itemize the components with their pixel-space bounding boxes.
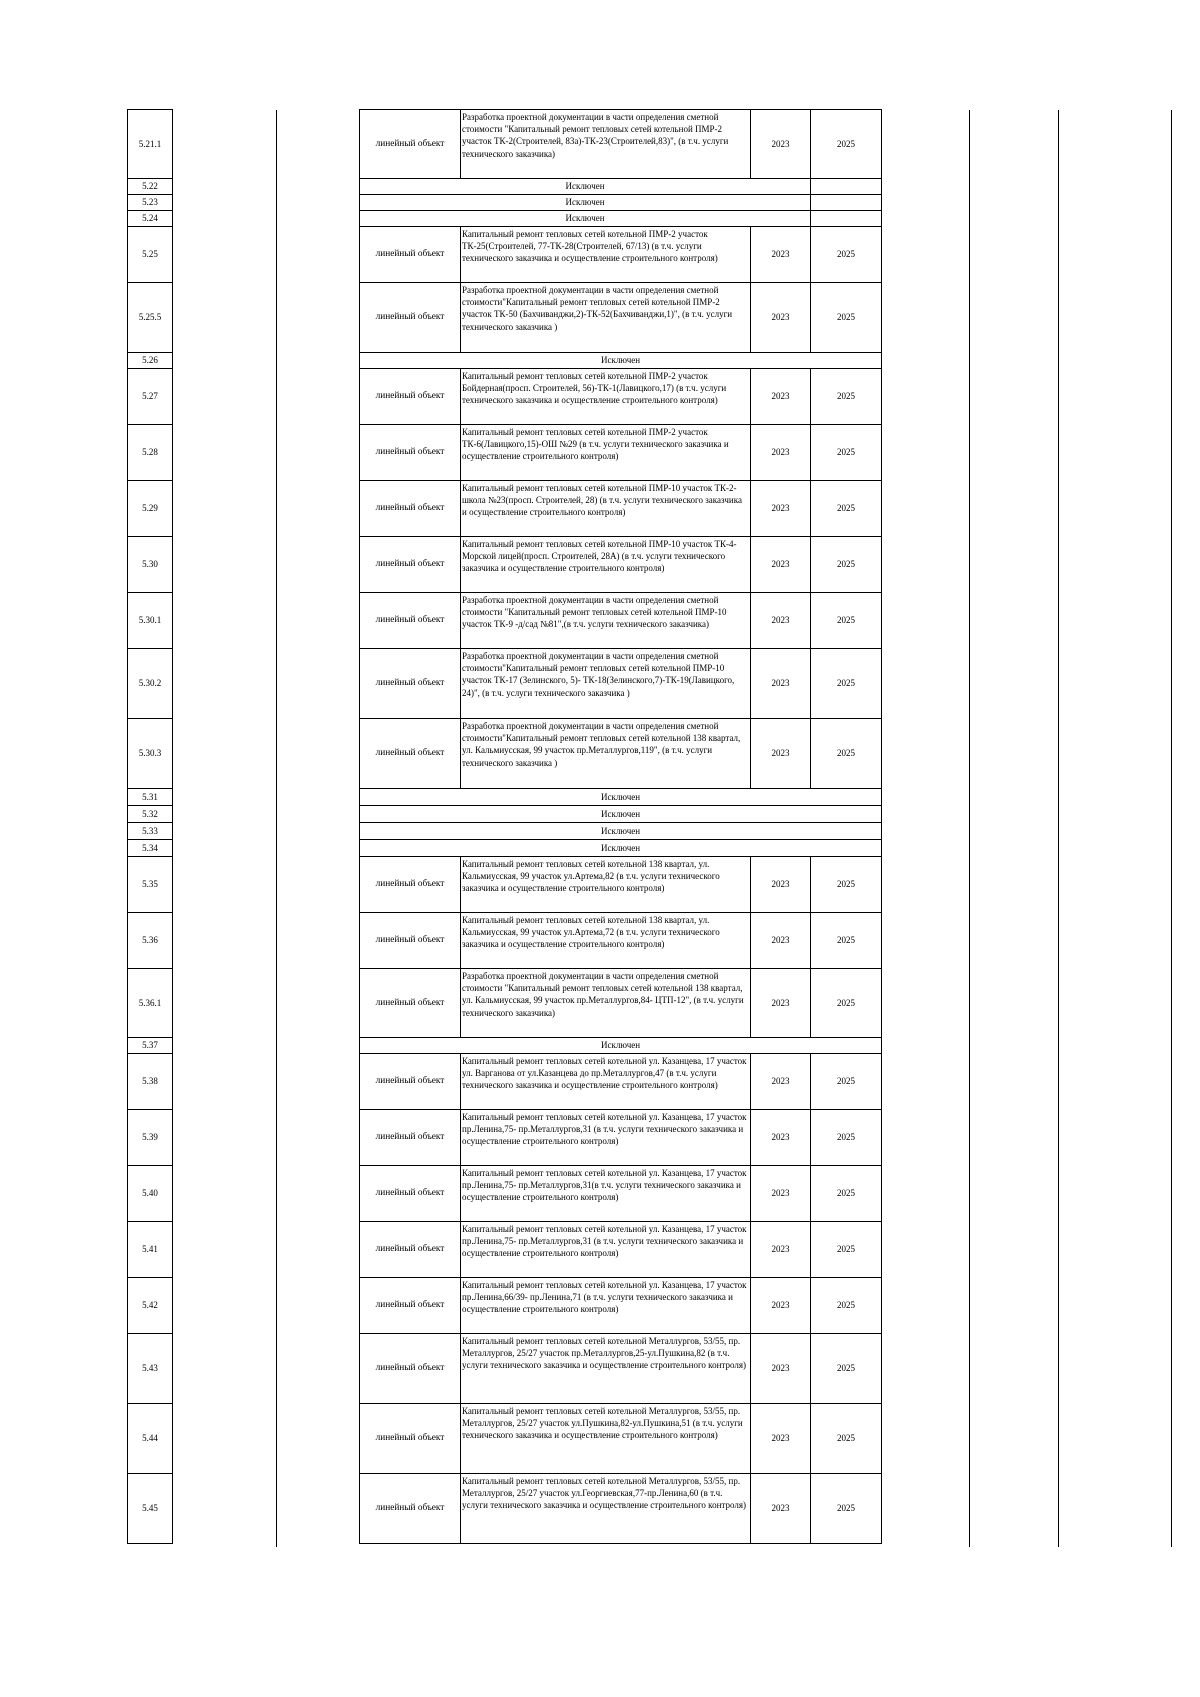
work-description: Капитальный ремонт тепловых сетей котельной ул. Казанцева, 17 участок пр.Ленина,75- пр.Металлургов,31 (в т.ч. услуги технического заказчика и осуществление строительного контроля) [461, 1110, 751, 1166]
work-description: Капитальный ремонт тепловых сетей котельной ПМР-2 участок ТК-25(Строителей, 77-ТК-28(Строителей, 67/13) (в т.ч. услуги технического заказчика и осуществление строительного контроля) [461, 227, 751, 283]
end-year: 2025 [811, 369, 882, 425]
work-description: Разработка проектной документации в части определения сметной стоимости"Капитальный ремонт тепловых сетей котельной 138 квартал, ул. Кальмиусская, 99 участок пр.Металлургов,119", (в т.ч. услуги технического заказчика ) [461, 719, 751, 789]
end-year: 2025 [811, 425, 882, 481]
object-type: линейный объект [359, 1110, 461, 1166]
work-description: Разработка проектной документации в части определения сметной стоимости "Капитальный ремонт тепловых сетей котельной ПМР-10 участок ТК-9 -д/сад №81",(в т.ч. услуги технического заказчика) [461, 593, 751, 649]
row-number: 5.44 [127, 1404, 173, 1474]
row-number: 5.41 [127, 1222, 173, 1278]
excluded-label: Исключен [359, 1038, 882, 1054]
start-year: 2023 [751, 537, 811, 593]
start-year: 2023 [751, 369, 811, 425]
object-type: линейный объект [359, 1166, 461, 1222]
object-type: линейный объект [359, 537, 461, 593]
start-year: 2023 [751, 1110, 811, 1166]
table-row [127, 913, 882, 969]
table-row [127, 823, 882, 840]
row-number: 5.31 [127, 789, 173, 806]
object-type: линейный объект [359, 913, 461, 969]
start-year: 2023 [751, 425, 811, 481]
row-number: 5.26 [127, 353, 173, 369]
row-number: 5.30.1 [127, 593, 173, 649]
table-row [127, 719, 882, 789]
excluded-label: Исключен [359, 806, 882, 823]
row-number: 5.39 [127, 1110, 173, 1166]
table-row [127, 806, 882, 823]
object-type: линейный объект [359, 1222, 461, 1278]
table-row [127, 969, 882, 1038]
row-number: 5.25.5 [127, 283, 173, 353]
end-year: 2025 [811, 1222, 882, 1278]
row-number: 5.36 [127, 913, 173, 969]
start-year: 2023 [751, 969, 811, 1038]
end-year: 2025 [811, 537, 882, 593]
object-type: линейный объект [359, 593, 461, 649]
end-year: 2025 [811, 719, 882, 789]
row-number: 5.43 [127, 1334, 173, 1404]
work-description: Капитальный ремонт тепловых сетей котельной ПМР-2 участок Бойдерная(просп. Строителей, 56)-ТК-1(Лавицкого,17) (в т.ч. услуги технического заказчика и осуществление строительного контроля) [461, 369, 751, 425]
end-year: 2025 [811, 1474, 882, 1544]
end-year: 2025 [811, 481, 882, 537]
work-description: Разработка проектной документации в части определения сметной стоимости "Капитальный ремонт тепловых сетей котельной ПМР-2 участок ТК-2(Строителей, 83а)-ТК-23(Строителей,83)", (в т.ч. услуги технического заказчика) [461, 110, 751, 179]
row-number: 5.28 [127, 425, 173, 481]
row-number: 5.38 [127, 1054, 173, 1110]
object-type: линейный объект [359, 969, 461, 1038]
row-number: 5.40 [127, 1166, 173, 1222]
excluded-label: Исключен [359, 211, 811, 227]
start-year: 2023 [751, 1278, 811, 1334]
row-number: 5.30.2 [127, 649, 173, 719]
table-row [127, 789, 882, 806]
table-row [127, 1110, 882, 1166]
table-row [127, 195, 882, 211]
row-number: 5.34 [127, 840, 173, 857]
start-year: 2023 [751, 857, 811, 913]
table-row [127, 369, 882, 425]
end-year: 2025 [811, 1054, 882, 1110]
start-year: 2023 [751, 1054, 811, 1110]
work-description: Капитальный ремонт тепловых сетей котельной 138 квартал, ул. Кальмиусская, 99 участок ул.Артема,82 (в т.ч. услуги технического заказчика и осуществление строительного контроля) [461, 857, 751, 913]
end-year: 2025 [811, 283, 882, 353]
work-description: Капитальный ремонт тепловых сетей котельной ПМР-2 участок ТК-6(Лавицкого,15)-ОШ №29 (в т.ч. услуги технического заказчика и осуществление строительного контроля) [461, 425, 751, 481]
end-year: 2025 [811, 1110, 882, 1166]
row-number: 5.25 [127, 227, 173, 283]
table-row [127, 211, 882, 227]
start-year: 2023 [751, 719, 811, 789]
excluded-label: Исключен [359, 789, 882, 806]
row-number: 5.36.1 [127, 969, 173, 1038]
end-year: 2025 [811, 1278, 882, 1334]
empty-cell [811, 211, 882, 227]
work-description: Капитальный ремонт тепловых сетей котельной Металлургов, 53/55, пр. Металлургов, 25/27 участок ул.Георгиевская,77-пр.Ленина,60 (в т.ч. услуги технического заказчика и осуществление строительного контроля) [461, 1474, 751, 1544]
col-line [1058, 110, 1059, 1547]
row-number: 5.23 [127, 195, 173, 211]
work-description: Капитальный ремонт тепловых сетей котельной ул. Казанцева, 17 участок пр.Ленина,66/39- пр.Ленина,71 (в т.ч. услуги технического заказчика и осуществление строительного контроля) [461, 1278, 751, 1334]
table-row [127, 481, 882, 537]
table-row [127, 425, 882, 481]
object-type: линейный объект [359, 369, 461, 425]
col-line [969, 110, 970, 1547]
table-row [127, 537, 882, 593]
start-year: 2023 [751, 1404, 811, 1474]
work-description: Разработка проектной документации в части определения сметной стоимости "Капитальный ремонт тепловых сетей котельной 138 квартал, ул. Кальмиусская, 99 участок пр.Металлургов,84- ЦТП-12", (в т.ч. услуги технического заказчика) [461, 969, 751, 1038]
row-number: 5.37 [127, 1038, 173, 1054]
end-year: 2025 [811, 1404, 882, 1474]
excluded-label: Исключен [359, 195, 811, 211]
end-year: 2025 [811, 227, 882, 283]
work-description: Капитальный ремонт тепловых сетей котельной ул. Казанцева, 17 участок ул. Варганова от ул.Казанцева до пр.Металлургов,47 (в т.ч. услуги технического заказчика и осуществление строительного контроля) [461, 1054, 751, 1110]
row-number: 5.33 [127, 823, 173, 840]
object-type: линейный объект [359, 110, 461, 179]
empty-cell [811, 195, 882, 211]
table-row [127, 840, 882, 857]
table-row [127, 1404, 882, 1474]
start-year: 2023 [751, 1474, 811, 1544]
row-number: 5.30.3 [127, 719, 173, 789]
object-type: линейный объект [359, 283, 461, 353]
start-year: 2023 [751, 593, 811, 649]
table-row [127, 179, 882, 195]
excluded-label: Исключен [359, 823, 882, 840]
col-line [1171, 110, 1172, 1547]
work-description: Капитальный ремонт тепловых сетей котельной 138 квартал, ул. Кальмиусская, 99 участок ул.Артема,72 (в т.ч. услуги технического заказчика и осуществление строительного контроля) [461, 913, 751, 969]
start-year: 2023 [751, 481, 811, 537]
object-type: линейный объект [359, 425, 461, 481]
start-year: 2023 [751, 283, 811, 353]
end-year: 2025 [811, 593, 882, 649]
table-row [127, 110, 882, 179]
object-type: линейный объект [359, 227, 461, 283]
table-row [127, 1334, 882, 1404]
table-row [127, 1166, 882, 1222]
work-description: Капитальный ремонт тепловых сетей котельной Металлургов, 53/55, пр. Металлургов, 25/27 участок ул.Пушкина,82-ул.Пушкина,51 (в т.ч. услуги технического заказчика и осуществление строительного контроля) [461, 1404, 751, 1474]
table-row [127, 857, 882, 913]
object-type: линейный объект [359, 649, 461, 719]
end-year: 2025 [811, 969, 882, 1038]
work-description: Капитальный ремонт тепловых сетей котельной ПМР-10 участок ТК-4-Морской лицей(просп. Строителей, 28А) (в т.ч. услуги технического заказчика и осуществление строительного контроля) [461, 537, 751, 593]
object-type: линейный объект [359, 1278, 461, 1334]
table-row [127, 1278, 882, 1334]
work-description: Капитальный ремонт тепловых сетей котельной ул. Казанцева, 17 участок пр.Ленина,75- пр.Металлургов,31 (в т.ч. услуги технического заказчика и осуществление строительного контроля) [461, 1222, 751, 1278]
object-type: линейный объект [359, 1334, 461, 1404]
work-description: Капитальный ремонт тепловых сетей котельной ПМР-10 участок ТК-2-школа №23(просп. Строителей, 28) (в т.ч. услуги технического заказчика и осуществление строительного контроля) [461, 481, 751, 537]
work-description: Капитальный ремонт тепловых сетей котельной ул. Казанцева, 17 участок пр.Ленина,75- пр.Металлургов,31(в т.ч. услуги технического заказчика и осуществление строительного контроля) [461, 1166, 751, 1222]
excluded-label: Исключен [359, 353, 882, 369]
row-number: 5.32 [127, 806, 173, 823]
row-number: 5.45 [127, 1474, 173, 1544]
object-type: линейный объект [359, 1404, 461, 1474]
start-year: 2023 [751, 1222, 811, 1278]
table-row [127, 227, 882, 283]
table-row [127, 1222, 882, 1278]
row-number: 5.21.1 [127, 110, 173, 179]
row-number: 5.35 [127, 857, 173, 913]
row-number: 5.27 [127, 369, 173, 425]
table-row [127, 1038, 882, 1054]
start-year: 2023 [751, 649, 811, 719]
object-type: линейный объект [359, 1474, 461, 1544]
row-number: 5.30 [127, 537, 173, 593]
object-type: линейный объект [359, 719, 461, 789]
table-row [127, 353, 882, 369]
excluded-label: Исключен [359, 179, 811, 195]
empty-cell [811, 179, 882, 195]
start-year: 2023 [751, 1334, 811, 1404]
table-row [127, 649, 882, 719]
table-row [127, 1474, 882, 1544]
end-year: 2025 [811, 1166, 882, 1222]
start-year: 2023 [751, 913, 811, 969]
row-number: 5.29 [127, 481, 173, 537]
row-number: 5.22 [127, 179, 173, 195]
work-description: Разработка проектной документации в части определения сметной стоимости"Капитальный ремонт тепловых сетей котельной ПМР-10 участок ТК-17 (Зелинского, 5)- ТК-18(Зелинского,7)-ТК-19(Лавицкого, 24)", (в т.ч. услуги технического заказчика ) [461, 649, 751, 719]
object-type: линейный объект [359, 1054, 461, 1110]
row-number: 5.42 [127, 1278, 173, 1334]
end-year: 2025 [811, 913, 882, 969]
work-description: Разработка проектной документации в части определения сметной стоимости"Капитальный ремонт тепловых сетей котельной ПМР-2 участок ТК-50 (Бахчиванджи,2)-ТК-52(Бахчиванджи,1)", (в т.ч. услуги технического заказчика ) [461, 283, 751, 353]
table-row [127, 283, 882, 353]
start-year: 2023 [751, 110, 811, 179]
row-number: 5.24 [127, 211, 173, 227]
start-year: 2023 [751, 227, 811, 283]
excluded-label: Исключен [359, 840, 882, 857]
end-year: 2025 [811, 110, 882, 179]
object-type: линейный объект [359, 481, 461, 537]
start-year: 2023 [751, 1166, 811, 1222]
end-year: 2025 [811, 857, 882, 913]
work-description: Капитальный ремонт тепловых сетей котельной Металлургов, 53/55, пр. Металлургов, 25/27 участок пр.Металлургов,25-ул.Пушкина,82 (в т.ч. услуги технического заказчика и осуществление строительного контроля) [461, 1334, 751, 1404]
end-year: 2025 [811, 1334, 882, 1404]
object-type: линейный объект [359, 857, 461, 913]
end-year: 2025 [811, 649, 882, 719]
table-row [127, 593, 882, 649]
table-row [127, 1054, 882, 1110]
